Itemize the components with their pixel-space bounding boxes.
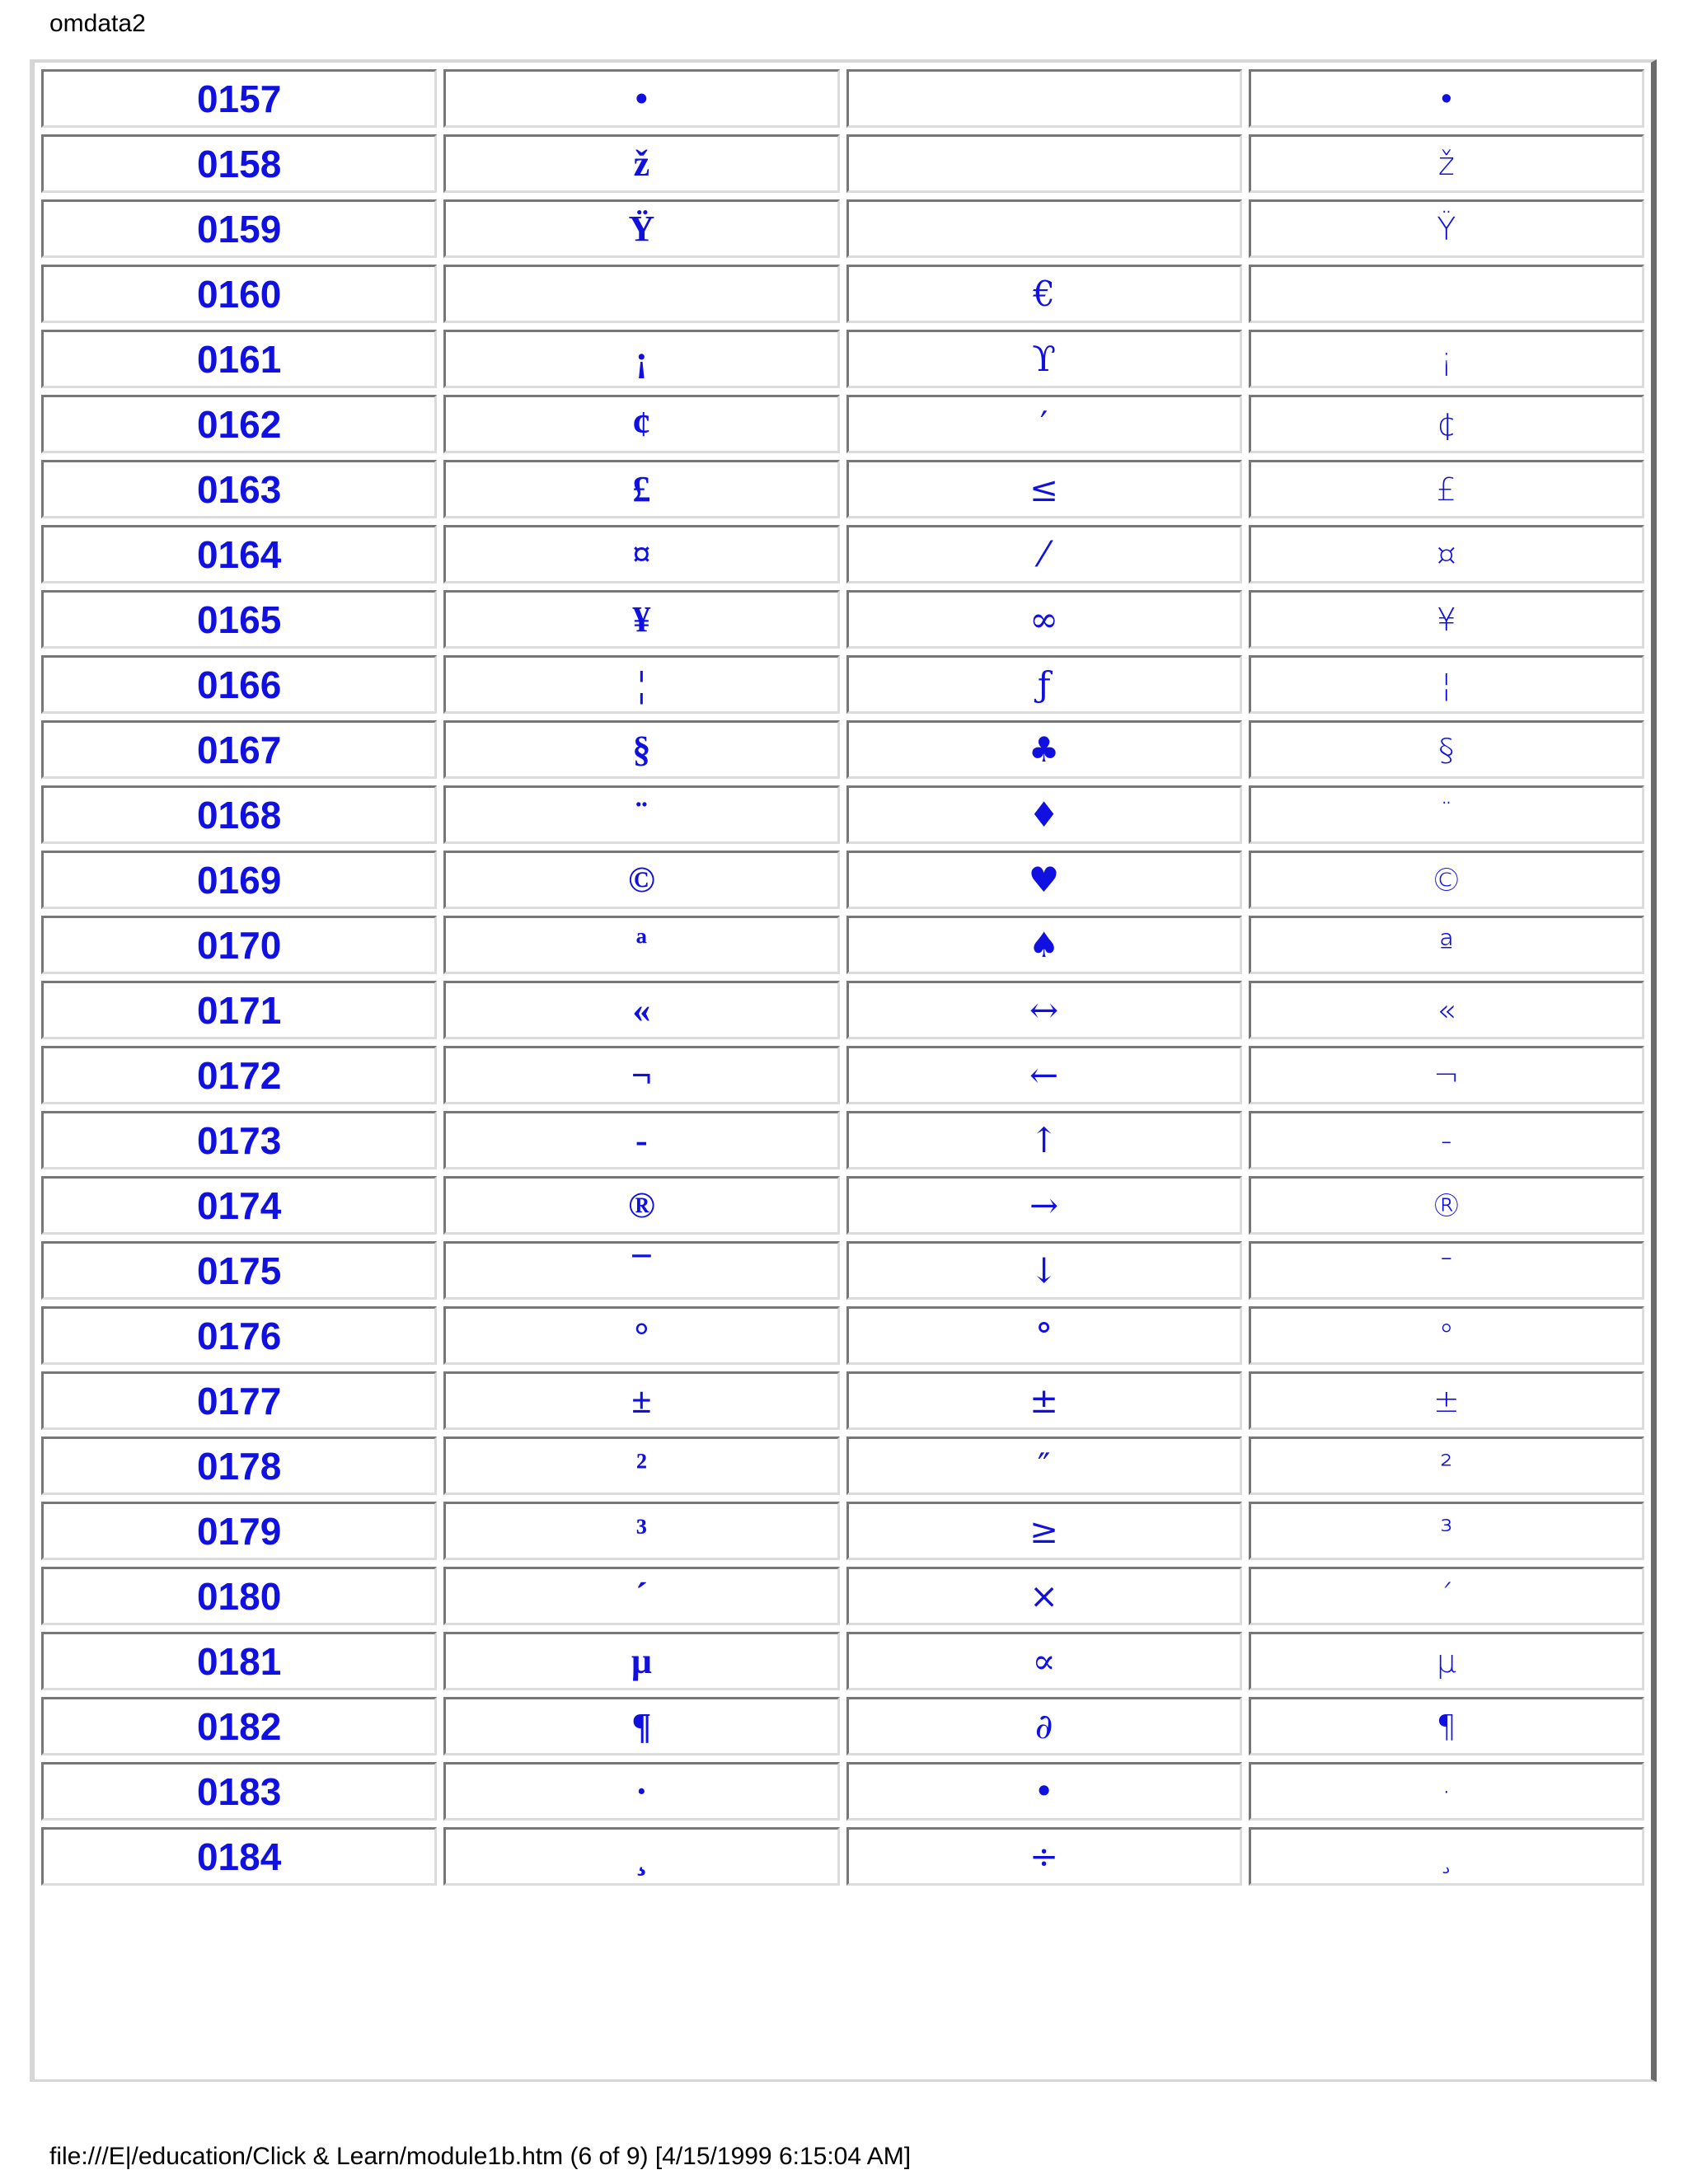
char-code: 0166: [41, 655, 437, 714]
char-code: 0169: [41, 851, 437, 909]
symbol-column-1: ž: [443, 134, 839, 193]
symbol-column-2: ←: [846, 1046, 1242, 1104]
symbol-column-3: Ÿ: [1249, 199, 1644, 258]
table-row: [41, 1111, 1644, 1169]
symbol-column-3: §: [1249, 720, 1644, 779]
symbol-column-3: ³: [1249, 1502, 1644, 1560]
symbol-column-3: ª: [1249, 916, 1644, 974]
symbol-column-2: ≥: [846, 1502, 1242, 1560]
table-row: [41, 1436, 1644, 1495]
symbol-column-2: €: [846, 265, 1242, 323]
char-code: 0160: [41, 265, 437, 323]
table-row: [41, 134, 1644, 193]
symbol-column-1: µ: [443, 1632, 839, 1690]
symbol-column-3: ¤: [1249, 525, 1644, 583]
symbol-column-3: ©: [1249, 851, 1644, 909]
symbol-column-2: [846, 199, 1242, 258]
table-row: [41, 199, 1644, 258]
symbol-column-2: ƒ: [846, 655, 1242, 714]
table-row: [41, 1697, 1644, 1755]
symbol-column-1: ¤: [443, 525, 839, 583]
symbol-column-3: ¢: [1249, 395, 1644, 453]
char-code: 0158: [41, 134, 437, 193]
symbol-column-3: £: [1249, 460, 1644, 518]
symbol-column-1: ª: [443, 916, 839, 974]
char-code: 0175: [41, 1241, 437, 1300]
symbol-column-1: Ÿ: [443, 199, 839, 258]
table-row: [41, 265, 1644, 323]
char-code: 0162: [41, 395, 437, 453]
symbol-column-2: ↓: [846, 1241, 1242, 1300]
character-table-frame: [30, 59, 1657, 2082]
symbol-column-1: ©: [443, 851, 839, 909]
table-row: [41, 916, 1644, 974]
symbol-column-2: ∞: [846, 590, 1242, 649]
symbol-column-2: →: [846, 1176, 1242, 1235]
symbol-column-1: ¥: [443, 590, 839, 649]
symbol-column-2: ≤: [846, 460, 1242, 518]
symbol-column-2: ″: [846, 1436, 1242, 1495]
symbol-column-3: ±: [1249, 1371, 1644, 1430]
symbol-column-3: [1249, 265, 1644, 323]
char-code: 0165: [41, 590, 437, 649]
symbol-column-1: ±: [443, 1371, 839, 1430]
symbol-column-2: ϒ: [846, 330, 1242, 388]
symbol-column-2: ♥: [846, 851, 1242, 909]
symbol-column-3: ž: [1249, 134, 1644, 193]
symbol-column-1: ¸: [443, 1827, 839, 1886]
symbol-column-3: ¡: [1249, 330, 1644, 388]
symbol-column-3: µ: [1249, 1632, 1644, 1690]
char-code: 0172: [41, 1046, 437, 1104]
symbol-column-3: ¶: [1249, 1697, 1644, 1755]
table-row: [41, 1827, 1644, 1886]
symbol-column-2: ∝: [846, 1632, 1242, 1690]
char-code: 0159: [41, 199, 437, 258]
symbol-column-3: ®: [1249, 1176, 1644, 1235]
symbol-column-3: ´: [1249, 1567, 1644, 1625]
symbol-column-3: ¸: [1249, 1827, 1644, 1886]
symbol-column-2: ♦: [846, 785, 1242, 844]
table-row: [41, 525, 1644, 583]
table-row: [41, 1502, 1644, 1560]
table-row: [41, 851, 1644, 909]
char-code: 0163: [41, 460, 437, 518]
symbol-column-1: ¯: [443, 1241, 839, 1300]
symbol-column-3: ·: [1249, 1762, 1644, 1821]
symbol-column-1: °: [443, 1306, 839, 1365]
char-code: 0176: [41, 1306, 437, 1365]
symbol-column-3: ²: [1249, 1436, 1644, 1495]
table-row: [41, 460, 1644, 518]
char-code: 0174: [41, 1176, 437, 1235]
char-code: 0180: [41, 1567, 437, 1625]
symbol-column-2: ↑: [846, 1111, 1242, 1169]
symbol-column-3: •: [1249, 69, 1644, 128]
char-code: 0161: [41, 330, 437, 388]
character-table-body: [41, 69, 1644, 1886]
symbol-column-2: ±: [846, 1371, 1242, 1430]
symbol-column-3: ¯: [1249, 1241, 1644, 1300]
symbol-column-3: -: [1249, 1111, 1644, 1169]
char-code: 0181: [41, 1632, 437, 1690]
symbol-column-2: [846, 134, 1242, 193]
symbol-column-1: ¬: [443, 1046, 839, 1104]
table-row: [41, 1046, 1644, 1104]
symbol-column-3: ¦: [1249, 655, 1644, 714]
table-row: [41, 785, 1644, 844]
symbol-column-3: °: [1249, 1306, 1644, 1365]
symbol-column-1: ³: [443, 1502, 839, 1560]
symbol-column-1: £: [443, 460, 839, 518]
symbol-column-1: ¶: [443, 1697, 839, 1755]
char-code: 0173: [41, 1111, 437, 1169]
char-code: 0170: [41, 916, 437, 974]
char-code: 0168: [41, 785, 437, 844]
symbol-column-2: ′: [846, 395, 1242, 453]
symbol-column-1: -: [443, 1111, 839, 1169]
symbol-column-1: ¡: [443, 330, 839, 388]
symbol-column-1: ¨: [443, 785, 839, 844]
char-code: 0178: [41, 1436, 437, 1495]
table-row: [41, 1632, 1644, 1690]
table-row: [41, 590, 1644, 649]
table-row: [41, 1306, 1644, 1365]
table-row: [41, 655, 1644, 714]
table-row: [41, 395, 1644, 453]
char-code: 0182: [41, 1697, 437, 1755]
symbol-column-2: ⁄: [846, 525, 1242, 583]
symbol-column-3: ¨: [1249, 785, 1644, 844]
character-table: [35, 63, 1651, 1892]
symbol-column-1: §: [443, 720, 839, 779]
table-row: [41, 330, 1644, 388]
symbol-column-3: ¬: [1249, 1046, 1644, 1104]
symbol-column-2: ∂: [846, 1697, 1242, 1755]
table-row: [41, 1241, 1644, 1300]
symbol-column-3: «: [1249, 981, 1644, 1039]
symbol-column-1: ·: [443, 1762, 839, 1821]
symbol-column-1: [443, 265, 839, 323]
table-row: [41, 1567, 1644, 1625]
table-row: [41, 1762, 1644, 1821]
table-row: [41, 1371, 1644, 1430]
char-code: 0177: [41, 1371, 437, 1430]
symbol-column-2: °: [846, 1306, 1242, 1365]
char-code: 0179: [41, 1502, 437, 1560]
char-code: 0164: [41, 525, 437, 583]
table-row: [41, 1176, 1644, 1235]
char-code: 0171: [41, 981, 437, 1039]
symbol-column-2: [846, 69, 1242, 128]
symbol-column-3: ¥: [1249, 590, 1644, 649]
char-code: 0184: [41, 1827, 437, 1886]
char-code: 0157: [41, 69, 437, 128]
symbol-column-2: ↔: [846, 981, 1242, 1039]
table-row: [41, 981, 1644, 1039]
symbol-column-1: «: [443, 981, 839, 1039]
page-header: omdata2: [49, 10, 146, 37]
symbol-column-1: ²: [443, 1436, 839, 1495]
symbol-column-2: •: [846, 1762, 1242, 1821]
page-footer: file:///E|/education/Click & Learn/module1b.htm (6 of 9) [4/15/1999 6:15:04 AM]: [49, 2143, 912, 2170]
char-code: 0183: [41, 1762, 437, 1821]
symbol-column-1: ¦: [443, 655, 839, 714]
table-row: [41, 69, 1644, 128]
symbol-column-1: ´: [443, 1567, 839, 1625]
char-code: 0167: [41, 720, 437, 779]
symbol-column-2: ♠: [846, 916, 1242, 974]
symbol-column-2: ♣: [846, 720, 1242, 779]
symbol-column-2: ÷: [846, 1827, 1242, 1886]
symbol-column-1: ¢: [443, 395, 839, 453]
table-row: [41, 720, 1644, 779]
symbol-column-1: •: [443, 69, 839, 128]
symbol-column-1: ®: [443, 1176, 839, 1235]
symbol-column-2: ×: [846, 1567, 1242, 1625]
